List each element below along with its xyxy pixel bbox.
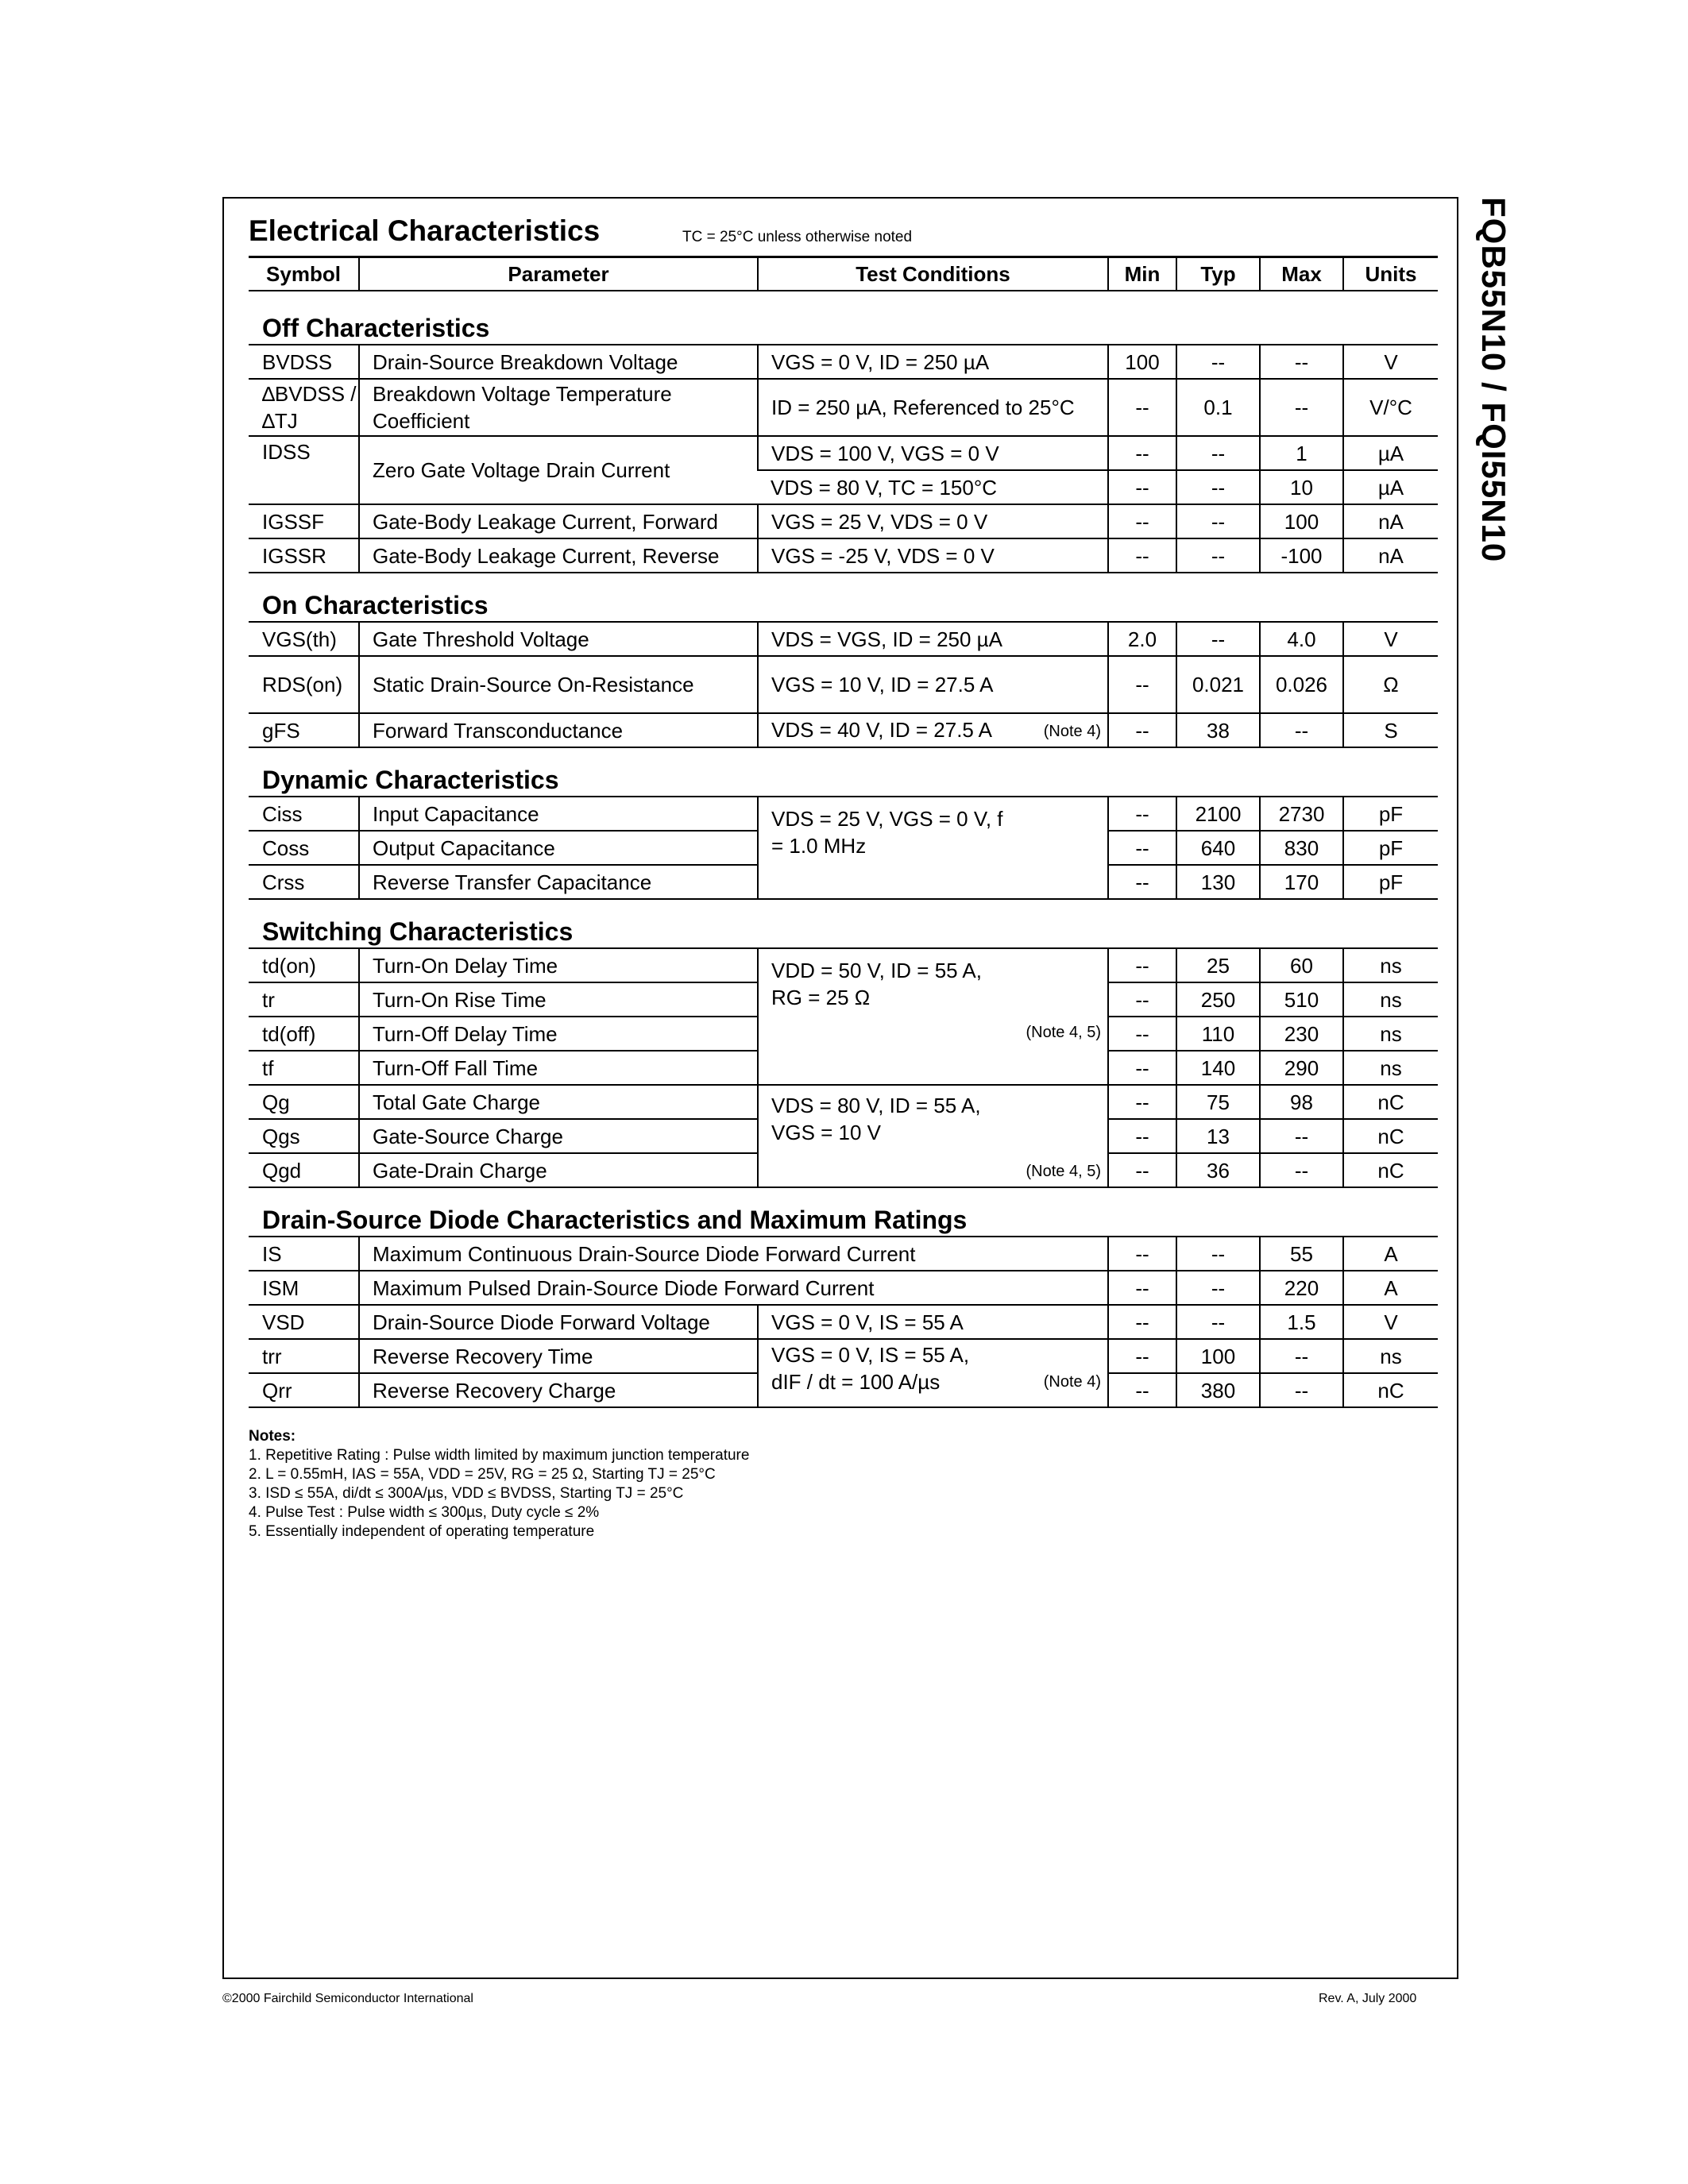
units: S <box>1343 713 1438 747</box>
symbol: gFS <box>249 713 359 747</box>
min: -- <box>1108 538 1176 573</box>
col-units: Units <box>1343 257 1438 291</box>
footer-copyright: ©2000 Fairchild Semiconductor International <box>222 1992 473 2005</box>
content <box>249 214 1438 1542</box>
units: nC <box>1343 1085 1438 1119</box>
typ: -- <box>1176 436 1260 470</box>
parameter: Input Capacitance <box>359 797 758 831</box>
table-row <box>249 538 1438 573</box>
parameter: Maximum Continuous Drain-Source Diode Forward Current <box>359 1237 1108 1271</box>
note-ref: (Note 4, 5) <box>1026 1024 1101 1041</box>
notes-heading: Notes: <box>249 1428 296 1445</box>
max: -- <box>1260 379 1343 436</box>
units: nC <box>1343 1119 1438 1153</box>
parameter: Total Gate Charge <box>359 1085 758 1119</box>
min: -- <box>1108 865 1176 899</box>
symbol: Qg <box>249 1085 359 1119</box>
min: -- <box>1108 713 1176 747</box>
footer-revision: Rev. A, July 2000 <box>1319 1992 1417 2005</box>
page-title: Electrical Characteristics <box>249 214 601 247</box>
max: 1.5 <box>1260 1305 1343 1339</box>
min: -- <box>1108 1339 1176 1373</box>
typ: -- <box>1176 470 1260 504</box>
typ: 250 <box>1176 982 1260 1017</box>
parameter: Zero Gate Voltage Drain Current <box>359 436 758 504</box>
max: 4.0 <box>1260 622 1343 656</box>
max: 0.026 <box>1260 656 1343 713</box>
table-row <box>249 713 1438 747</box>
max: -100 <box>1260 538 1343 573</box>
typ: -- <box>1176 504 1260 538</box>
conditions-text: VDD = 50 V, ID = 55 A, RG = 25 Ω <box>771 959 982 1009</box>
conditions: VDS = VGS, ID = 250 µA <box>758 622 1108 656</box>
symbol: td(on) <box>249 948 359 982</box>
min: -- <box>1108 1051 1176 1085</box>
conditions <box>758 1085 1108 1187</box>
table-row <box>249 1237 1438 1271</box>
section-row <box>249 747 1438 797</box>
units: µA <box>1343 436 1438 470</box>
symbol: Qrr <box>249 1373 359 1407</box>
min: -- <box>1108 797 1176 831</box>
min: -- <box>1108 470 1176 504</box>
typ: -- <box>1176 538 1260 573</box>
parameter: Gate-Drain Charge <box>359 1153 758 1187</box>
section-title-switching: Switching Characteristics <box>249 899 1438 948</box>
typ: 2100 <box>1176 797 1260 831</box>
min: -- <box>1108 656 1176 713</box>
section-title-on: On Characteristics <box>249 573 1438 622</box>
conditions <box>758 1339 1108 1407</box>
table-row <box>249 379 1438 436</box>
parameter: Drain-Source Breakdown Voltage <box>359 345 758 379</box>
min: -- <box>1108 1373 1176 1407</box>
conditions: VDS = 25 V, VGS = 0 V, f = 1.0 MHz <box>758 797 1108 899</box>
parameter: Drain-Source Diode Forward Voltage <box>359 1305 758 1339</box>
conditions-text: VGS = 0 V, IS = 55 A, dIF / dt = 100 A/µs <box>771 1343 970 1394</box>
table-row <box>249 504 1438 538</box>
symbol: ∆BVDSS / ∆TJ <box>249 379 359 436</box>
symbol: tf <box>249 1051 359 1085</box>
units: A <box>1343 1271 1438 1305</box>
units: V <box>1343 345 1438 379</box>
symbol: Crss <box>249 865 359 899</box>
table-row <box>249 1339 1438 1373</box>
max: 1 <box>1260 436 1343 470</box>
max: 55 <box>1260 1237 1343 1271</box>
col-test-conditions: Test Conditions <box>758 257 1108 291</box>
section-header <box>249 214 1438 256</box>
conditions: VDS = 100 V, VGS = 0 V <box>758 436 1108 470</box>
symbol: IS <box>249 1237 359 1271</box>
conditions: VDS = 80 V, TC = 150°C <box>758 470 1108 504</box>
typ: 100 <box>1176 1339 1260 1373</box>
section-title-diode: Drain-Source Diode Characteristics and Maximum Ratings <box>249 1187 1438 1237</box>
symbol: VGS(th) <box>249 622 359 656</box>
units: ns <box>1343 982 1438 1017</box>
units: pF <box>1343 865 1438 899</box>
symbol: BVDSS <box>249 345 359 379</box>
table-row <box>249 1305 1438 1339</box>
table-row <box>249 622 1438 656</box>
units: nA <box>1343 504 1438 538</box>
table-row <box>249 1085 1438 1119</box>
max: 10 <box>1260 470 1343 504</box>
note-item: 5. Essentially independent of operating temperature <box>249 1523 595 1540</box>
parameter: Static Drain-Source On-Resistance <box>359 656 758 713</box>
parameter: Reverse Transfer Capacitance <box>359 865 758 899</box>
section-title-off: Off Characteristics <box>249 291 1438 345</box>
conditions-text: VDS = 80 V, ID = 55 A, VGS = 10 V <box>771 1094 981 1144</box>
min: -- <box>1108 1305 1176 1339</box>
note-item: 3. ISD ≤ 55A, di/dt ≤ 300A/µs, VDD ≤ BVDSS, Starting TJ = 25°C <box>249 1485 684 1502</box>
table-header-row <box>249 257 1438 291</box>
section-row <box>249 1187 1438 1237</box>
section-title-dynamic: Dynamic Characteristics <box>249 747 1438 797</box>
typ: 130 <box>1176 865 1260 899</box>
max: 60 <box>1260 948 1343 982</box>
col-min: Min <box>1108 257 1176 291</box>
max: 230 <box>1260 1017 1343 1051</box>
note-item: 2. L = 0.55mH, IAS = 55A, VDD = 25V, RG = 25 Ω, Starting TJ = 25°C <box>249 1466 716 1483</box>
col-max: Max <box>1260 257 1343 291</box>
electrical-characteristics-table <box>249 256 1438 1408</box>
conditions: VGS = 0 V, IS = 55 A <box>758 1305 1108 1339</box>
min: -- <box>1108 1085 1176 1119</box>
symbol: Coss <box>249 831 359 865</box>
symbol: IGSSR <box>249 538 359 573</box>
table-row <box>249 345 1438 379</box>
note-item: 4. Pulse Test : Pulse width ≤ 300µs, Duty cycle ≤ 2% <box>249 1504 600 1521</box>
parameter: Reverse Recovery Charge <box>359 1373 758 1407</box>
max: -- <box>1260 1373 1343 1407</box>
typ: 38 <box>1176 713 1260 747</box>
min: -- <box>1108 948 1176 982</box>
note-item: 1. Repetitive Rating : Pulse width limited by maximum junction temperature <box>249 1447 750 1464</box>
note-ref: (Note 4) <box>1043 1373 1101 1391</box>
max: 170 <box>1260 865 1343 899</box>
col-symbol: Symbol <box>249 257 359 291</box>
typ: -- <box>1176 345 1260 379</box>
table-row <box>249 948 1438 982</box>
typ: 75 <box>1176 1085 1260 1119</box>
parameter: Gate Threshold Voltage <box>359 622 758 656</box>
parameter: Turn-On Rise Time <box>359 982 758 1017</box>
typ: 36 <box>1176 1153 1260 1187</box>
parameter: Gate-Body Leakage Current, Forward <box>359 504 758 538</box>
table-row <box>249 436 1438 470</box>
symbol: td(off) <box>249 1017 359 1051</box>
min: -- <box>1108 982 1176 1017</box>
conditions: VGS = 0 V, ID = 250 µA <box>758 345 1108 379</box>
typ: 0.1 <box>1176 379 1260 436</box>
min: 2.0 <box>1108 622 1176 656</box>
conditions-text: VDS = 40 V, ID = 27.5 A <box>771 717 993 742</box>
units: ns <box>1343 1339 1438 1373</box>
units: nC <box>1343 1373 1438 1407</box>
units: A <box>1343 1237 1438 1271</box>
units: µA <box>1343 470 1438 504</box>
conditions: ID = 250 µA, Referenced to 25°C <box>758 379 1108 436</box>
part-number-side-title: FQB55N10 / FQI55N10 <box>1475 197 1512 563</box>
parameter: Forward Transconductance <box>359 713 758 747</box>
min: -- <box>1108 1017 1176 1051</box>
typ: 25 <box>1176 948 1260 982</box>
parameter: Turn-On Delay Time <box>359 948 758 982</box>
max: 220 <box>1260 1271 1343 1305</box>
units: V/°C <box>1343 379 1438 436</box>
temperature-condition: TC = 25°C unless otherwise noted <box>682 229 913 245</box>
col-typ: Typ <box>1176 257 1260 291</box>
units: pF <box>1343 797 1438 831</box>
parameter: Turn-Off Delay Time <box>359 1017 758 1051</box>
typ: -- <box>1176 1305 1260 1339</box>
table-row <box>249 1271 1438 1305</box>
conditions: VGS = 10 V, ID = 27.5 A <box>758 656 1108 713</box>
typ: 0.021 <box>1176 656 1260 713</box>
section-row <box>249 573 1438 622</box>
units: ns <box>1343 1051 1438 1085</box>
typ: 13 <box>1176 1119 1260 1153</box>
typ: 380 <box>1176 1373 1260 1407</box>
max: 98 <box>1260 1085 1343 1119</box>
symbol: RDS(on) <box>249 656 359 713</box>
max: -- <box>1260 1153 1343 1187</box>
units: ns <box>1343 1017 1438 1051</box>
units: pF <box>1343 831 1438 865</box>
symbol: Qgs <box>249 1119 359 1153</box>
max: -- <box>1260 345 1343 379</box>
typ: -- <box>1176 1271 1260 1305</box>
parameter: Gate-Source Charge <box>359 1119 758 1153</box>
conditions: VGS = -25 V, VDS = 0 V <box>758 538 1108 573</box>
units: Ω <box>1343 656 1438 713</box>
max: -- <box>1260 1339 1343 1373</box>
note-ref: (Note 4, 5) <box>1026 1163 1101 1180</box>
min: -- <box>1108 1237 1176 1271</box>
min: -- <box>1108 1119 1176 1153</box>
symbol: IGSSF <box>249 504 359 538</box>
symbol: trr <box>249 1339 359 1373</box>
units: nC <box>1343 1153 1438 1187</box>
units: V <box>1343 622 1438 656</box>
table-row <box>249 656 1438 713</box>
min: -- <box>1108 1271 1176 1305</box>
notes <box>249 1427 1438 1542</box>
col-parameter: Parameter <box>359 257 758 291</box>
symbol: Qgd <box>249 1153 359 1187</box>
section-row <box>249 899 1438 948</box>
min: -- <box>1108 436 1176 470</box>
symbol: IDSS <box>249 436 359 504</box>
conditions <box>758 948 1108 1085</box>
min: -- <box>1108 831 1176 865</box>
parameter: Reverse Recovery Time <box>359 1339 758 1373</box>
parameter: Maximum Pulsed Drain-Source Diode Forward Current <box>359 1271 1108 1305</box>
max: 100 <box>1260 504 1343 538</box>
typ: -- <box>1176 622 1260 656</box>
typ: 110 <box>1176 1017 1260 1051</box>
units: nA <box>1343 538 1438 573</box>
max: 290 <box>1260 1051 1343 1085</box>
min: -- <box>1108 504 1176 538</box>
symbol: Ciss <box>249 797 359 831</box>
table-row <box>249 797 1438 831</box>
parameter: Gate-Body Leakage Current, Reverse <box>359 538 758 573</box>
max: 2730 <box>1260 797 1343 831</box>
units: ns <box>1343 948 1438 982</box>
typ: 640 <box>1176 831 1260 865</box>
symbol: VSD <box>249 1305 359 1339</box>
conditions: VGS = 25 V, VDS = 0 V <box>758 504 1108 538</box>
symbol: ISM <box>249 1271 359 1305</box>
parameter: Output Capacitance <box>359 831 758 865</box>
parameter: Breakdown Voltage Temperature Coefficient <box>359 379 758 436</box>
min: 100 <box>1108 345 1176 379</box>
max: -- <box>1260 713 1343 747</box>
units: V <box>1343 1305 1438 1339</box>
max: 830 <box>1260 831 1343 865</box>
typ: -- <box>1176 1237 1260 1271</box>
section-row <box>249 291 1438 345</box>
symbol: tr <box>249 982 359 1017</box>
typ: 140 <box>1176 1051 1260 1085</box>
note-ref: (Note 4) <box>1043 722 1101 740</box>
parameter: Turn-Off Fall Time <box>359 1051 758 1085</box>
conditions <box>758 713 1108 747</box>
max: -- <box>1260 1119 1343 1153</box>
min: -- <box>1108 379 1176 436</box>
max: 510 <box>1260 982 1343 1017</box>
min: -- <box>1108 1153 1176 1187</box>
